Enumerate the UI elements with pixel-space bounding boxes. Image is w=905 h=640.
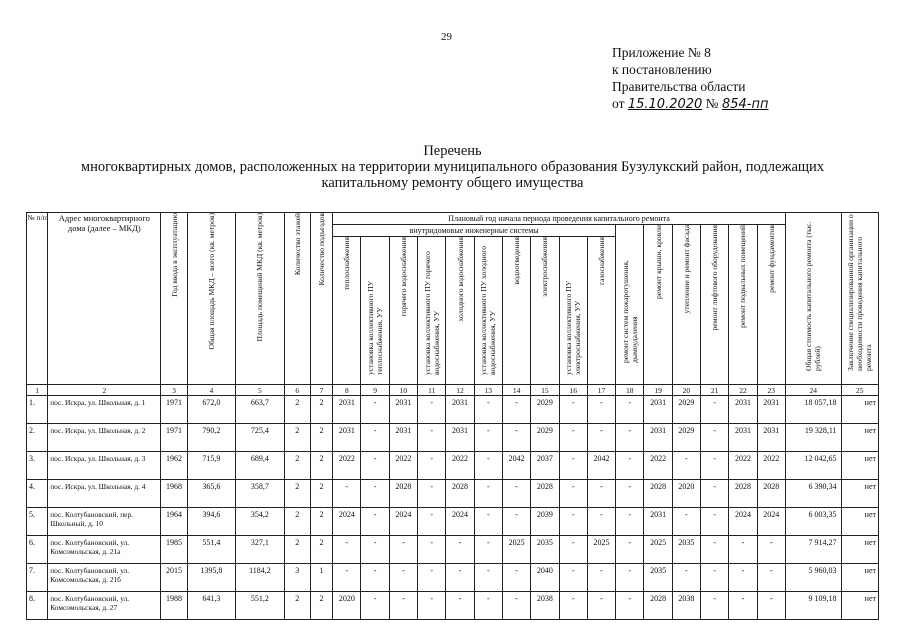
table-row	[27, 480, 879, 508]
table-cell: 2024	[757, 508, 785, 536]
table-cell: -	[701, 592, 729, 620]
header-sub-11: ремонт систем пожаротушения, дымоудаления	[616, 225, 644, 385]
table-cell: 2035	[644, 564, 672, 592]
table-cell: 3	[284, 564, 310, 592]
table-cell: -	[729, 564, 757, 592]
table-cell: 2031	[333, 424, 361, 452]
col-number: 19	[644, 385, 672, 396]
col-number: 14	[502, 385, 530, 396]
table-cell: -	[474, 424, 502, 452]
table-cell: -	[616, 564, 644, 592]
table-row	[27, 452, 879, 480]
table-cell: -	[446, 536, 474, 564]
table-cell: 2028	[531, 480, 559, 508]
table-cell: -	[729, 536, 757, 564]
table-cell: 2029	[531, 396, 559, 424]
table-cell: -	[474, 592, 502, 620]
col-number: 9	[361, 385, 389, 396]
appendix-line-3: Правительства области	[612, 79, 746, 94]
table-cell: -	[361, 564, 389, 592]
table-cell: 9 109,18	[785, 592, 841, 620]
table-cell: 2031	[729, 396, 757, 424]
appendix-no-sign: №	[705, 96, 719, 111]
table-cell: 18 057,18	[785, 396, 841, 424]
table-cell: -	[502, 396, 530, 424]
col-number: 3	[161, 385, 187, 396]
appendix-number: 854-пп	[721, 97, 769, 112]
header-floors: Количество этажей	[284, 213, 310, 385]
col-number: 1	[27, 385, 48, 396]
table-cell: 2031	[644, 508, 672, 536]
col-number: 5	[236, 385, 285, 396]
header-sub-10: газоснабжения	[587, 237, 615, 385]
table-cell: 2015	[161, 564, 187, 592]
table-cell: -	[361, 536, 389, 564]
table-cell: пос. Колтубановский, пер. Школьный, д. 10	[48, 508, 161, 536]
table-cell: 551,4	[187, 536, 236, 564]
table-cell: 2028	[644, 592, 672, 620]
table-cell: 6 390,34	[785, 480, 841, 508]
table-cell: -	[587, 396, 615, 424]
table-cell: 2031	[644, 396, 672, 424]
table-cell: 394,6	[187, 508, 236, 536]
table-cell: 2	[310, 592, 332, 620]
appendix-line-2: к постановлению	[612, 62, 712, 77]
header-sub-12: ремонт крыши, кровли	[644, 225, 672, 385]
table-cell: 2025	[587, 536, 615, 564]
table-cell: 2	[310, 424, 332, 452]
table-cell: 2	[310, 508, 332, 536]
table-cell: 1.	[27, 396, 48, 424]
table-cell: 1988	[161, 592, 187, 620]
table-cell: 2028	[389, 480, 417, 508]
table-cell: 2031	[446, 424, 474, 452]
table-cell: 4.	[27, 480, 48, 508]
table-cell: 725,4	[236, 424, 285, 452]
table-cell: 672,0	[187, 396, 236, 424]
table-cell: -	[418, 452, 446, 480]
table-cell: -	[502, 508, 530, 536]
table-cell: 1968	[161, 480, 187, 508]
table-cell: 3.	[27, 452, 48, 480]
table-cell: 2029	[531, 424, 559, 452]
table-cell: -	[389, 536, 417, 564]
table-cell: -	[701, 508, 729, 536]
col-number: 17	[587, 385, 615, 396]
table-cell: 2031	[757, 396, 785, 424]
table-cell: -	[587, 592, 615, 620]
table-row	[27, 536, 879, 564]
col-number: 11	[418, 385, 446, 396]
table-cell: -	[418, 536, 446, 564]
table-cell: 1962	[161, 452, 187, 480]
table-cell: -	[446, 564, 474, 592]
table-cell: -	[361, 480, 389, 508]
header-sub-7: водоотведения	[502, 237, 530, 385]
table-cell: нет	[841, 480, 878, 508]
table-cell: -	[729, 592, 757, 620]
header-sub-16: ремонт фундаментов	[757, 225, 785, 385]
table-cell: -	[616, 536, 644, 564]
header-planned: Плановый год начала периода проведения капитального ремонта	[333, 213, 786, 225]
column-number-row	[27, 385, 879, 396]
col-number: 23	[757, 385, 785, 396]
header-internal: внутридомовые инженерные системы	[333, 225, 616, 237]
table-cell: 2022	[757, 452, 785, 480]
table-cell: 2020	[333, 592, 361, 620]
table-cell: 2040	[531, 564, 559, 592]
table-cell: 2035	[672, 536, 700, 564]
table-cell: 2024	[389, 508, 417, 536]
table-cell: 19 328,11	[785, 424, 841, 452]
table-cell: -	[474, 508, 502, 536]
table-cell: -	[616, 424, 644, 452]
table-cell: -	[559, 508, 587, 536]
table-cell: 2028	[644, 480, 672, 508]
table-cell: 2	[284, 592, 310, 620]
col-number: 2	[48, 385, 161, 396]
table-cell: пос. Искра, ул. Школьная, д. 4	[48, 480, 161, 508]
table-cell: 6.	[27, 536, 48, 564]
table-cell: 689,4	[236, 452, 285, 480]
table-cell: -	[559, 480, 587, 508]
table-cell: -	[474, 480, 502, 508]
table-cell: 8.	[27, 592, 48, 620]
table-cell: -	[701, 424, 729, 452]
table-cell: -	[361, 592, 389, 620]
table-cell: -	[587, 564, 615, 592]
table-cell: -	[701, 396, 729, 424]
table-cell: -	[616, 592, 644, 620]
table-cell: -	[757, 564, 785, 592]
header-sub-5: холодного водоснабжения	[446, 237, 474, 385]
table-cell: 2031	[389, 396, 417, 424]
repair-table	[26, 212, 879, 620]
col-number: 6	[284, 385, 310, 396]
header-total-area: Общая площадь МКД – всего (кв. метров)	[187, 213, 236, 385]
table-cell: пос. Искра, ул. Школьная, д. 3	[48, 452, 161, 480]
table-cell: нет	[841, 564, 878, 592]
table-cell: 2	[310, 452, 332, 480]
table-cell: -	[616, 480, 644, 508]
table-cell: -	[474, 452, 502, 480]
table-cell: 2028	[729, 480, 757, 508]
page-number: 29	[441, 31, 452, 43]
table-cell: 2031	[729, 424, 757, 452]
table-cell: 2022	[729, 452, 757, 480]
table-cell: -	[502, 564, 530, 592]
col-number: 10	[389, 385, 417, 396]
col-number: 15	[531, 385, 559, 396]
table-cell: 1985	[161, 536, 187, 564]
document-title	[0, 143, 905, 191]
header-address: Адрес многоквартирного дома (далее – МКД)	[48, 213, 161, 385]
table-cell: 358,7	[236, 480, 285, 508]
header-entrances: Количество подъездов	[310, 213, 332, 385]
table-cell: -	[701, 480, 729, 508]
table-cell: -	[361, 452, 389, 480]
header-sub-14: ремонт лифтового оборудования	[701, 225, 729, 385]
table-cell: -	[389, 592, 417, 620]
table-cell: пос. Колтубановский, ул. Комсомольская, д. 21б	[48, 564, 161, 592]
table-cell: 790,2	[187, 424, 236, 452]
table-cell: 2	[284, 424, 310, 452]
table-cell: нет	[841, 424, 878, 452]
table-cell: -	[418, 396, 446, 424]
table-cell: 1184,2	[236, 564, 285, 592]
table-cell: -	[672, 452, 700, 480]
table-cell: 327,1	[236, 536, 285, 564]
header-room-area: Площадь помещений МКД (кв. метров)	[236, 213, 285, 385]
table-cell: -	[389, 564, 417, 592]
table-cell: -	[559, 452, 587, 480]
header-sub-1: теплоснабжения	[333, 237, 361, 385]
table-cell: 2031	[644, 424, 672, 452]
header-sub-3: горячего водоснабжения	[389, 237, 417, 385]
table-cell: 715,9	[187, 452, 236, 480]
table-cell: 354,2	[236, 508, 285, 536]
table-cell: -	[559, 396, 587, 424]
table-cell: 7.	[27, 564, 48, 592]
table-cell: -	[587, 508, 615, 536]
appendix-date: 15.10.2020	[627, 97, 703, 112]
table-cell: -	[361, 508, 389, 536]
table-cell: -	[333, 480, 361, 508]
appendix-line-4	[612, 95, 768, 113]
table-cell: 2031	[333, 396, 361, 424]
table-cell: 2031	[757, 424, 785, 452]
table-cell: пос. Искра, ул. Школьная, д. 2	[48, 424, 161, 452]
table-cell: -	[502, 480, 530, 508]
table-cell: 2	[310, 396, 332, 424]
table-cell: 2024	[446, 508, 474, 536]
table-cell: пос. Искра, ул. Школьная, д. 1	[48, 396, 161, 424]
header-sub-9: установка коллективного ПУ электроснабжения, УУ	[559, 237, 587, 385]
table-cell: -	[559, 424, 587, 452]
table-cell: нет	[841, 536, 878, 564]
table-cell: 2024	[333, 508, 361, 536]
table-cell: -	[701, 564, 729, 592]
table-cell: 2037	[531, 452, 559, 480]
col-number: 7	[310, 385, 332, 396]
table-cell: -	[361, 396, 389, 424]
table-cell: -	[474, 536, 502, 564]
table-cell: -	[616, 452, 644, 480]
table-cell: 6 003,35	[785, 508, 841, 536]
col-number: 18	[616, 385, 644, 396]
table-cell: нет	[841, 508, 878, 536]
table-row	[27, 396, 879, 424]
table-cell: пос. Колтубановский, ул. Комсомольская, д. 27	[48, 592, 161, 620]
table-cell: 1964	[161, 508, 187, 536]
table-cell: 2020	[672, 480, 700, 508]
table-cell: 7 914,27	[785, 536, 841, 564]
table-cell: 2031	[446, 396, 474, 424]
table-cell: -	[446, 592, 474, 620]
table-row	[27, 424, 879, 452]
table-row	[27, 508, 879, 536]
table-cell: -	[361, 424, 389, 452]
col-number: 21	[701, 385, 729, 396]
table-cell: -	[757, 592, 785, 620]
table-cell: 2025	[502, 536, 530, 564]
table-cell: -	[418, 564, 446, 592]
table-cell: -	[672, 508, 700, 536]
table-cell: 2	[310, 536, 332, 564]
table-cell: 5.	[27, 508, 48, 536]
table-cell: 2031	[389, 424, 417, 452]
table-cell: 2038	[672, 592, 700, 620]
header-year: Год ввода в эксплуатацию	[161, 213, 187, 385]
table-cell: 2	[284, 480, 310, 508]
header-sub-13: утепление и ремонт фасада	[672, 225, 700, 385]
table-cell: 2029	[672, 424, 700, 452]
table-cell: 2	[284, 452, 310, 480]
table-cell: 551,2	[236, 592, 285, 620]
table-cell: -	[559, 592, 587, 620]
table-cell: 365,6	[187, 480, 236, 508]
table-cell: -	[502, 424, 530, 452]
col-number: 24	[785, 385, 841, 396]
table-cell: 1	[310, 564, 332, 592]
appendix-block	[612, 44, 768, 113]
table-cell: 2042	[587, 452, 615, 480]
table-cell: -	[474, 564, 502, 592]
table-cell: -	[559, 536, 587, 564]
header-sub-8: электроснабжения	[531, 237, 559, 385]
header-sub-4: установка коллективного ПУ горячего водоснабжения, УУ	[418, 237, 446, 385]
col-number: 25	[841, 385, 878, 396]
table-cell: нет	[841, 592, 878, 620]
appendix-line-1: Приложение № 8	[612, 45, 711, 60]
table-cell: -	[474, 396, 502, 424]
col-number: 4	[187, 385, 236, 396]
table-cell: нет	[841, 396, 878, 424]
header-num: № п/п	[27, 213, 48, 385]
header-sub-2: установка коллективного ПУ теплоснабжения, УУ	[361, 237, 389, 385]
table-cell: 663,7	[236, 396, 285, 424]
table-cell: -	[616, 508, 644, 536]
table-cell: 2	[284, 396, 310, 424]
table-cell: 2022	[333, 452, 361, 480]
table-cell: -	[701, 452, 729, 480]
table-cell: 2	[284, 536, 310, 564]
table-cell: 2025	[644, 536, 672, 564]
header-cost: Общая стоимость капитального ремонта (тыс. рублей)	[785, 213, 841, 385]
table-cell: 2038	[531, 592, 559, 620]
col-number: 20	[672, 385, 700, 396]
table-cell: 2	[310, 480, 332, 508]
table-cell: -	[587, 480, 615, 508]
header-sub-15: ремонт подвальных помещений	[729, 225, 757, 385]
table-cell: -	[418, 592, 446, 620]
header-conclusion: Заключение специализированной организации о необходимости проведения капитального ремонта	[841, 213, 878, 385]
col-number: 8	[333, 385, 361, 396]
table-cell: 2024	[729, 508, 757, 536]
table-cell: -	[333, 564, 361, 592]
header-sub-6: установка коллективного ПУ холодного водоснабжения, УУ	[474, 237, 502, 385]
table-cell: -	[418, 508, 446, 536]
table-cell: 2035	[531, 536, 559, 564]
appendix-prefix: от	[612, 96, 625, 111]
table-cell: 1971	[161, 424, 187, 452]
table-cell: -	[757, 536, 785, 564]
table-cell: -	[701, 536, 729, 564]
table-cell: нет	[841, 452, 878, 480]
col-number: 16	[559, 385, 587, 396]
table-cell: 1395,8	[187, 564, 236, 592]
table-cell: 1971	[161, 396, 187, 424]
table-cell: -	[587, 424, 615, 452]
table-cell: 2.	[27, 424, 48, 452]
table-cell: 2022	[389, 452, 417, 480]
table-cell: -	[333, 536, 361, 564]
title-line-1: Перечень	[423, 143, 482, 159]
table-cell: 2022	[644, 452, 672, 480]
table-row	[27, 564, 879, 592]
table-cell: -	[418, 424, 446, 452]
title-line-2: многоквартирных домов, расположенных на территории муниципального образования Бузулукский район, подлежащих капитальному ремонту общего имущества	[80, 159, 825, 191]
table-cell: 2029	[672, 396, 700, 424]
table-cell: 2028	[757, 480, 785, 508]
table-cell: 2042	[502, 452, 530, 480]
table-cell: 5 960,03	[785, 564, 841, 592]
table-cell: -	[616, 396, 644, 424]
col-number: 22	[729, 385, 757, 396]
table-cell: -	[559, 564, 587, 592]
col-number: 13	[474, 385, 502, 396]
table-cell: 2028	[446, 480, 474, 508]
table-cell: 2039	[531, 508, 559, 536]
table-cell: 2022	[446, 452, 474, 480]
table-row	[27, 592, 879, 620]
table-cell: 12 042,65	[785, 452, 841, 480]
table-cell: 641,3	[187, 592, 236, 620]
col-number: 12	[446, 385, 474, 396]
table-cell: пос. Колтубановский, ул. Комсомольская, д. 21а	[48, 536, 161, 564]
table-cell: 2	[284, 508, 310, 536]
table-cell: -	[502, 592, 530, 620]
table-cell: -	[418, 480, 446, 508]
table-cell: -	[672, 564, 700, 592]
